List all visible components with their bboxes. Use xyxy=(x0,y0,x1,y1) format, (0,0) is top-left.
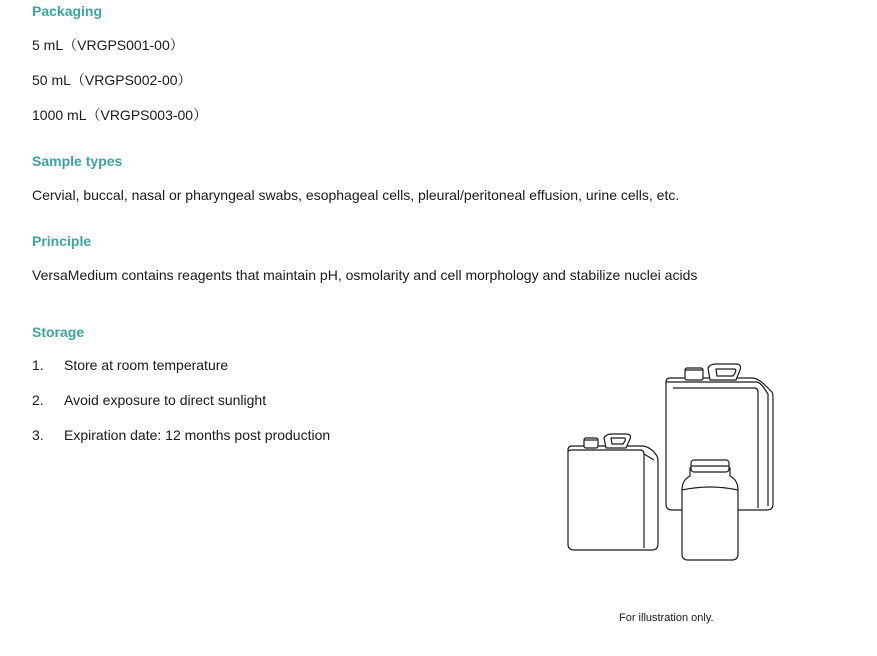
storage-item-2 xyxy=(32,391,266,409)
sample-types-text: Cervial, buccal, nasal or pharyngeal swabs, esophageal cells, pleural/peritoneal effusion, urine cells, etc. xyxy=(32,187,680,203)
packaging-heading: Packaging xyxy=(32,3,103,19)
storage-item-3 xyxy=(32,426,330,444)
sample-types-heading: Sample types xyxy=(32,153,123,169)
packaging-item-5ml: 5 mL（VRGPS001-00） xyxy=(32,37,184,53)
storage-item-text: Expiration date: 12 months post production xyxy=(64,427,331,443)
bottle-icon xyxy=(682,460,738,560)
storage-item-text: Store at room temperature xyxy=(64,357,229,373)
storage-item-text: Avoid exposure to direct sunlight xyxy=(64,392,267,408)
storage-heading: Storage xyxy=(32,324,85,340)
storage-item-number: 1. xyxy=(32,357,44,373)
principle-text: VersaMedium contains reagents that maintain pH, osmolarity and cell morphology and stabilize nuclei acids xyxy=(32,267,698,283)
storage-item-number: 2. xyxy=(32,392,44,408)
packaging-item-1000ml: 1000 mL（VRGPS003-00） xyxy=(32,107,208,123)
storage-item-number: 3. xyxy=(32,427,44,443)
principle-heading: Principle xyxy=(32,233,92,249)
small-jerrycan-icon xyxy=(568,434,658,550)
illustration-caption: For illustration only. xyxy=(619,612,714,624)
storage-item-1 xyxy=(32,356,228,374)
containers-illustration xyxy=(560,360,780,565)
packaging-item-50ml: 50 mL（VRGPS002-00） xyxy=(32,72,192,88)
